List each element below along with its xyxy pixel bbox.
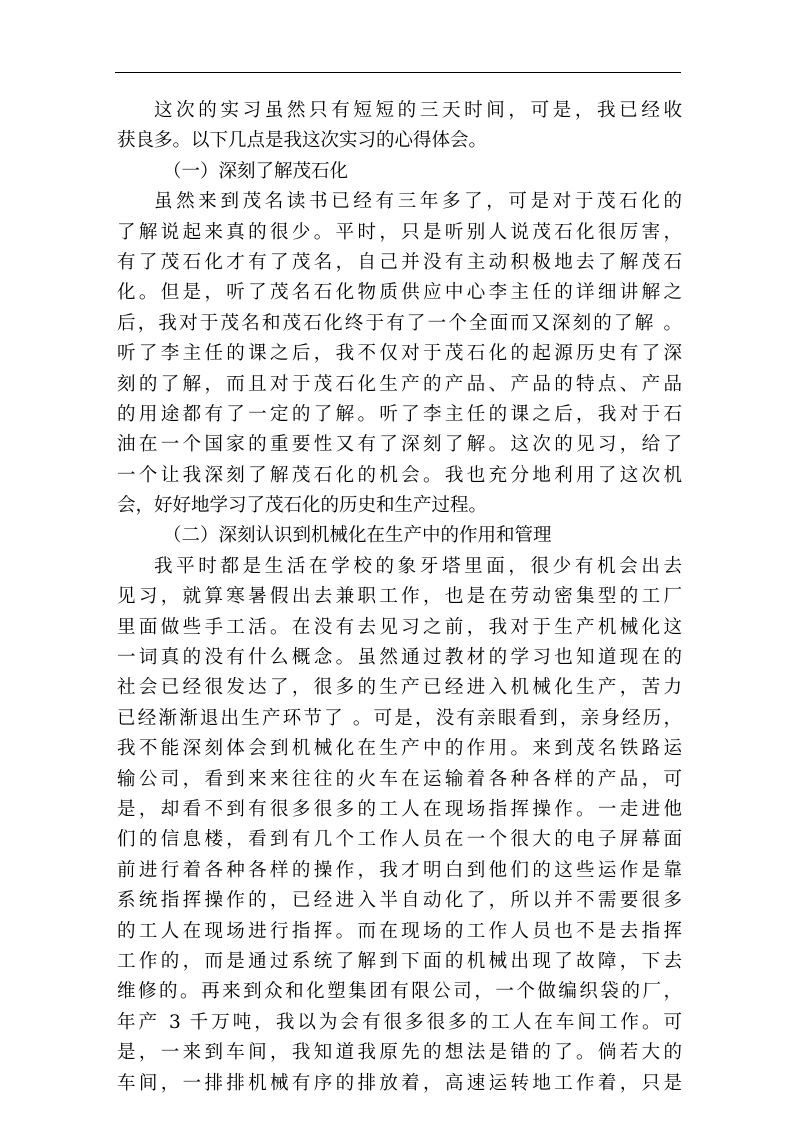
text-line-16: 我平时都是生活在学校的象牙塔里面，很少有机会出去 bbox=[154, 555, 682, 577]
text-line-9: 听了李主任的课之后，我不仅对于茂石化的起源历史有了深 bbox=[117, 343, 682, 365]
section-heading-1: （一）深刻了解茂石化 bbox=[163, 160, 349, 182]
document-body bbox=[117, 96, 682, 1099]
text-line-1: 这次的实习虽然只有短短的三天时间，可是，我已经收 bbox=[154, 100, 682, 121]
text-line-30: 维修的。再来到众和化塑集团有限公司，一个做编织袋的厂， bbox=[117, 981, 682, 1003]
text-line-13: 一个让我深刻了解茂石化的机会。我也充分地利用了这次机 bbox=[117, 464, 682, 486]
text-line-29: 工作的，而是通过系统了解到下面的机械出现了故障，下去 bbox=[117, 950, 682, 972]
text-line-23: 输公司，看到来来往往的火车在运输着各种各样的产品，可 bbox=[117, 768, 682, 790]
text-line-26: 前进行着各种各样的操作，我才明白到他们的这些运作是靠 bbox=[117, 859, 682, 881]
text-line-7: 化。但是，听了茂名石化物质供应中心李主任的详细讲解之 bbox=[117, 282, 682, 304]
text-line-5: 了解说起来真的很少。平时，只是听别人说茂石化很厉害， bbox=[117, 221, 682, 243]
text-line-4: 虽然来到茂名读书已经有三年多了，可是对于茂石化的 bbox=[154, 191, 682, 213]
text-line-28: 的工人在现场进行指挥。而在现场的工作人员也不是去指挥 bbox=[117, 920, 682, 942]
text-line-17: 见习，就算寒暑假出去兼职工作，也是在劳动密集型的工厂 bbox=[117, 586, 682, 608]
text-line-22: 我不能深刻体会到机械化在生产中的作用。来到茂名铁路运 bbox=[117, 738, 682, 760]
text-line-11: 的用途都有了一定的了解。听了李主任的课之后，我对于石 bbox=[117, 403, 682, 425]
text-line-8: 后，我对于茂名和茂石化终于有了一个全面而又深刻的了解 。 bbox=[117, 312, 682, 334]
text-line-33: 车间，一排排机械有序的排放着，高速运转地工作着，只是 bbox=[117, 1072, 682, 1094]
text-line-19: 一词真的没有什么概念。虽然通过教材的学习也知道现在的 bbox=[117, 647, 682, 669]
text-line-14: 会，好好地学习了茂石化的历史和生产过程。 bbox=[117, 495, 488, 517]
text-line-24: 是，却看不到有很多很多的工人在现场指挥操作。一走进他 bbox=[117, 798, 682, 820]
text-line-25: 们的信息楼，看到有几个工作人员在一个很大的电子屏幕面 bbox=[117, 829, 682, 851]
text-line-32: 是，一来到车间，我知道我原先的想法是错的了。倘若大的 bbox=[117, 1042, 682, 1064]
text-line-21: 已经渐渐退出生产环节了 。可是，没有亲眼看到，亲身经历， bbox=[117, 707, 682, 729]
text-line-20: 社会已经很发达了，很多的生产已经进入机械化生产，苦力 bbox=[117, 677, 682, 699]
header-rule bbox=[115, 72, 681, 73]
text-line-31: 年产 3 千万吨，我以为会有很多很多的工人在车间工作。可 bbox=[117, 1011, 682, 1033]
text-line-27: 系统指挥操作的，已经进入半自动化了，所以并不需要很多 bbox=[117, 890, 682, 912]
section-heading-2: （二）深刻认识到机械化在生产中的作用和管理 bbox=[163, 525, 552, 547]
text-line-12: 油在一个国家的重要性又有了深刻了解。这次的见习，给了 bbox=[117, 434, 682, 456]
text-line-2: 获良多。以下几点是我这次实习的心得体会。 bbox=[117, 130, 488, 152]
text-line-18: 里面做些手工活。在没有去见习之前，我对于生产机械化这 bbox=[117, 616, 682, 638]
text-line-6: 有了茂石化才有了茂名，自己并没有主动积极地去了解茂石 bbox=[117, 251, 682, 273]
text-line-10: 刻的了解，而且对于茂石化生产的产品、产品的特点、产品 bbox=[117, 373, 682, 395]
